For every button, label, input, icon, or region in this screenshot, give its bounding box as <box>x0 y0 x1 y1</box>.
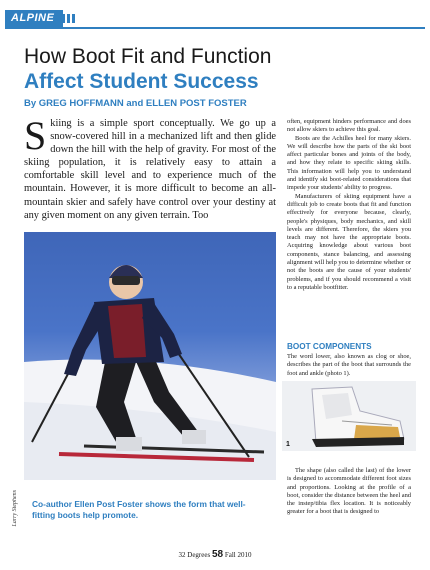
column-two-continued <box>287 467 411 517</box>
header-rule <box>5 27 425 29</box>
byline <box>24 98 247 109</box>
byline-prefix: By <box>24 98 37 109</box>
paragraph: often, equipment hinders performance and does not allow skiers to achieve this goal. <box>287 118 411 134</box>
ski-boot-illustration <box>282 381 416 451</box>
photo-number: 1 <box>286 441 290 448</box>
photo-credit: Larry Stephens <box>12 490 18 527</box>
page-footer <box>0 549 430 560</box>
byline-authors: GREG HOFFMANN and ELLEN POST FOSTER <box>38 98 247 109</box>
boot-components-intro: The word lower, also known as clog or shoe, describes the part of the boot that surrounds the foot and ankle (photo 1). <box>287 353 411 377</box>
lead-text: kiing is a simple sport conceptually. We go up a snow-covered hill in a mechanized lift and then glide down the hill with the help of gravity. For most of the skiing population, it is relatively easy to attain a comfortable skill level and to experience much of the mountain. However, it is more difficult to become an all-mountain skier and safely have control over your destiny at any given moment on any given terrain. Too <box>24 118 276 221</box>
drop-cap: S <box>24 113 47 158</box>
skier-illustration <box>24 232 276 480</box>
paragraph: Manufacturers of skiing equipment have a difficult job to create boots that fit and function effectively for everyone because, clearly, people's physiques, body mechanics, and skill levels are different. Therefore, the skiers you teach may not have the appropriate boots. Acquiring knowledge about various boot components, stance balancing, and assessing alignment will help you to determine whether or not the boots are the cause of your students' problems, and if you should recommend a visit to a reputable bootfitter. <box>287 192 411 291</box>
page-number: 58 <box>211 549 224 560</box>
lead-paragraph <box>24 113 276 222</box>
photo-caption: Co-author Ellen Post Foster shows the form that well-fitting boots help promote. <box>32 499 246 520</box>
section-header <box>0 10 430 30</box>
column-two <box>287 118 411 292</box>
section-tab: ALPINE <box>5 10 63 27</box>
paragraph: Boots are the Achilles heel for many skiers. We will describe how the parts of the ski boot affect particular bones and joints of the body, and how they relate to specific skiing skills. This information will help you to understand and identify ski boot-related considerations that impede your students' ability to progress. <box>287 134 411 192</box>
boot-photo <box>282 381 416 451</box>
paragraph: The shape (also called the last) of the lower is designed to accommodate different foot sizes and proportions. Looking at the profile of a boot, consider the distance between the heel and the instep/tibia flex location. It is noticeably greater for a boot that is designed to <box>287 467 411 516</box>
section-subhead: BOOT COMPONENTS <box>287 342 372 351</box>
footer-magazine: 32 Degrees <box>178 551 211 559</box>
skier-photo <box>24 232 276 480</box>
tab-decoration <box>62 14 75 23</box>
footer-issue: Fall 2010 <box>224 551 252 559</box>
article-title-line2: Affect Student Success <box>24 70 259 93</box>
article-title-line1: How Boot Fit and Function <box>24 45 272 68</box>
